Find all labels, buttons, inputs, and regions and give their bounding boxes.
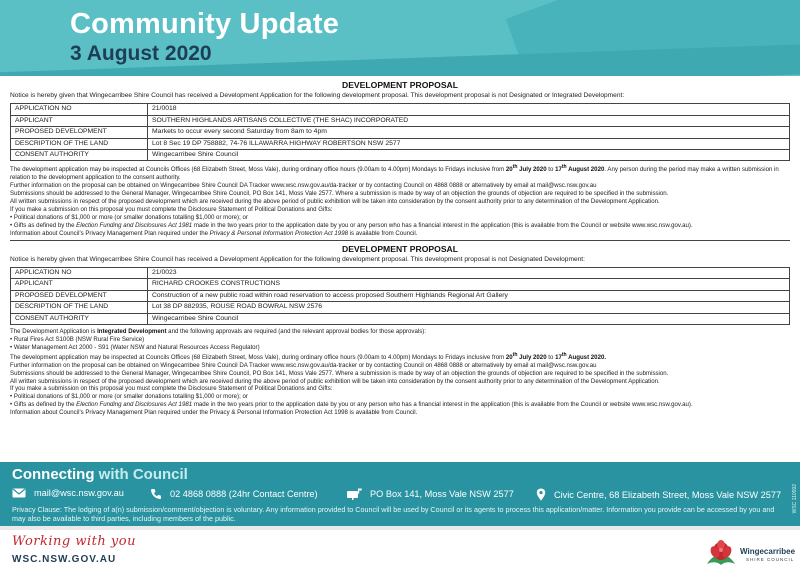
row-value: Wingecarribee Shire Council xyxy=(148,150,790,161)
bullet-donations: • Political donations of $1,000 or more (or smaller donations totalling $1,000 or more); or xyxy=(10,213,248,221)
phone-icon xyxy=(150,488,162,500)
submissions-text: Submissions should be addressed to the General Manager, Wingecarribee Shire Council, PO Box 141, Moss Vale 2577. Where a submission is made by way of an objection the grounds of objection are required to be specified in the submission. xyxy=(10,190,669,198)
row-value: Markets to occur every second Saturday from 8am to 4pm xyxy=(148,127,790,138)
table-row xyxy=(11,150,790,161)
approval-item: • Water Management Act 2000 - S91 (Water NSW and Natural Resources Access Regulator) xyxy=(10,343,260,351)
inspection-text: The development application may be inspected at Councils Offices (68 Elizabeth Street, Moss Vale), during ordinary office hours (9.00am to 4.00pm) Mondays to Fridays inclusive from 20th July 2020 to 17th August 2020. Any person during the period may make a written submission in relation to the development application to the consent authority. xyxy=(10,164,779,182)
table-row xyxy=(11,313,790,324)
privacy-plan-text: Information about Council's Privacy Management Plan required under the Privacy & Personal Information Protection Act 1998 is available from Council. xyxy=(10,409,418,417)
row-value: Lot 38 DP 882935, ROUSE ROAD BOWRAL NSW 2576 xyxy=(148,302,790,313)
table-row xyxy=(11,104,790,115)
table-row xyxy=(11,268,790,279)
further-info-text: Further information on the proposal can be obtained on Wingecarribee Shire Council DA Tracker www.wsc.nsw.gov.au/da-tracker or by contacting Council on 4868 0888 or alternatively by email at mail@wsc.nsw.gov.au xyxy=(10,361,597,369)
header-banner xyxy=(0,0,800,76)
footer-stripe xyxy=(0,526,800,530)
logo-subtitle: SHIRE COUNCIL xyxy=(746,557,795,562)
bullet-gifts: • Gifts as defined by the Election Funding and Disclosures Act 1981 made in the two years prior to the application date by you or any person who has a financial interest in the application (this is available from the Council or website www.wsc.nsw.gov.au). xyxy=(10,401,693,409)
phone-number[interactable]: 02 4868 0888 (24hr Contact Centre) xyxy=(170,489,318,499)
council-logo xyxy=(704,534,796,570)
row-label: CONSENT AUTHORITY xyxy=(11,150,148,161)
contact-address xyxy=(536,488,781,501)
table-row xyxy=(11,302,790,313)
row-label: APPLICANT xyxy=(11,279,148,290)
disclosure-text: If you make a submission on this proposal you must complete the Disclosure Statement of Political Donations and Gifts: xyxy=(10,385,333,393)
tagline: Working with you xyxy=(12,534,136,549)
notice-area xyxy=(10,78,790,417)
proposal-1 xyxy=(10,80,790,238)
all-submissions-text: All written submissions in respect of the proposed development which are received during the above period of public exhibition will be taken into consideration by the consent authority prior to any determination of the Development Application. xyxy=(10,377,660,385)
table-row xyxy=(11,138,790,149)
further-info-text: Further information on the proposal can be obtained on Wingecarribee Shire Council DA Tracker www.wsc.nsw.gov.au/da-tracker or by contacting Council on 4868 0888 or alternatively by email at mail@wsc.nsw.gov.au xyxy=(10,182,597,190)
proposal-table xyxy=(10,267,790,325)
integrated-text: The Development Application is Integrated Development and the following approvals are required (and the relevant approval bodies for those approvals): xyxy=(10,328,426,336)
table-row xyxy=(11,290,790,301)
page-date: 3 August 2020 xyxy=(70,42,212,65)
proposal-intro: Notice is hereby given that Wingecarribee Shire Council has received a Development Application for the following development proposal. This development proposal is not Designated or Integrated Development: xyxy=(10,92,625,99)
contact-phone[interactable] xyxy=(150,488,318,500)
bullet-donations: • Political donations of $1,000 or more (or smaller donations totalling $1,000 or more); or xyxy=(10,393,248,401)
proposal-intro: Notice is hereby given that Wingecarribee Shire Council has received a Development Application for the following development proposal. This development proposal is not Designated Development: xyxy=(10,255,585,263)
all-submissions-text: All written submissions in respect of the proposed development which are received during the above period of public exhibition will be taken into consideration by the consent authority prior to any determination of the Development Application. xyxy=(10,198,660,206)
row-value: Construction of a new public road within road reservation to access proposed Southern Highlands Regional Art Gallery xyxy=(148,290,790,301)
row-value: Wingecarribee Shire Council xyxy=(148,313,790,324)
proposal-table xyxy=(10,103,790,161)
footer xyxy=(0,526,800,572)
website-link[interactable]: WSC.NSW.GOV.AU xyxy=(12,554,117,565)
inspection-text: The development application may be inspected at Councils Offices (68 Elizabeth Street, Moss Vale), during ordinary office hours (9.00am to 4.00pm) Mondays to Fridays inclusive from 20th July 2020 to 17th August 2020. xyxy=(10,351,607,361)
row-label: APPLICANT xyxy=(11,115,148,126)
row-label: DESCRIPTION OF THE LAND xyxy=(11,302,148,313)
submissions-text: Submissions should be addressed to the General Manager, Wingecarribee Shire Council, PO Box 141, Moss Vale 2577. Where a submission is made by way of an objection the grounds of objection are required to be specified in the submission. xyxy=(10,369,669,377)
contact-email[interactable] xyxy=(12,488,124,498)
mailbox-icon xyxy=(346,488,362,500)
connect-title: Connecting with Council xyxy=(12,466,188,483)
section-divider xyxy=(10,240,790,241)
row-label: DESCRIPTION OF THE LAND xyxy=(11,138,148,149)
ad-code: WSC 110592 xyxy=(792,484,798,514)
table-row xyxy=(11,115,790,126)
row-value: Lot 8 Sec 19 DP 758882, 74-76 ILLAWARRA HIGHWAY ROBERTSON NSW 2577 xyxy=(148,138,790,149)
disclosure-text: If you make a submission on this proposal you must complete the Disclosure Statement of Political Donations and Gifts: xyxy=(10,206,333,213)
privacy-plan-text: Information about Council's Privacy Management Plan required under the Privacy & Personal Information Protection Act 1998 is available from Council. xyxy=(10,229,418,237)
row-label: PROPOSED DEVELOPMENT xyxy=(11,290,148,301)
bullet-gifts: • Gifts as defined by the Election Funding and Disclosures Act 1981 made in the two years prior to the application date by you or any person who has a financial interest in the application (this is available from the Council or website www.wsc.nsw.gov.au). xyxy=(10,221,693,229)
page-title: Community Update xyxy=(70,8,340,40)
connect-bar xyxy=(0,462,800,526)
row-value: RICHARD CROOKES CONSTRUCTIONS xyxy=(148,279,790,290)
row-value: 21/0018 xyxy=(148,104,790,115)
address-text: Civic Centre, 68 Elizabeth Street, Moss Vale NSW 2577 xyxy=(554,489,782,500)
proposal-heading: DEVELOPMENT PROPOSAL xyxy=(341,243,459,254)
row-value: 21/0023 xyxy=(148,268,790,279)
row-value: SOUTHERN HIGHLANDS ARTISANS COLLECTIVE (THE SHAC) INCORPORATED xyxy=(148,115,790,126)
envelope-icon xyxy=(12,488,26,498)
waratah-flower-icon xyxy=(704,534,738,570)
approval-item: • Rural Fires Act S100B (NSW Rural Fire Service) xyxy=(10,335,145,343)
location-pin-icon xyxy=(536,488,546,501)
row-label: APPLICATION NO xyxy=(11,104,148,115)
proposal-heading: DEVELOPMENT PROPOSAL xyxy=(341,80,459,90)
row-label: PROPOSED DEVELOPMENT xyxy=(11,127,148,138)
email-link[interactable]: mail@wsc.nsw.gov.au xyxy=(34,488,124,498)
contact-po-box xyxy=(346,488,514,500)
table-row xyxy=(11,127,790,138)
table-row xyxy=(11,279,790,290)
row-label: CONSENT AUTHORITY xyxy=(11,313,148,324)
logo-name: Wingecarribee xyxy=(740,547,796,556)
proposal-2 xyxy=(10,244,790,417)
privacy-clause: Privacy Clause: The lodging of a(n) submission/comment/objection is voluntary. Any information provided to Council will be used by Council or its agents to process this application/matter. Information you provide can be accessed by you and may also be available to third parties, including members of the public. xyxy=(12,505,775,524)
po-box-text: PO Box 141, Moss Vale NSW 2577 xyxy=(370,489,514,499)
row-label: APPLICATION NO xyxy=(11,268,148,279)
